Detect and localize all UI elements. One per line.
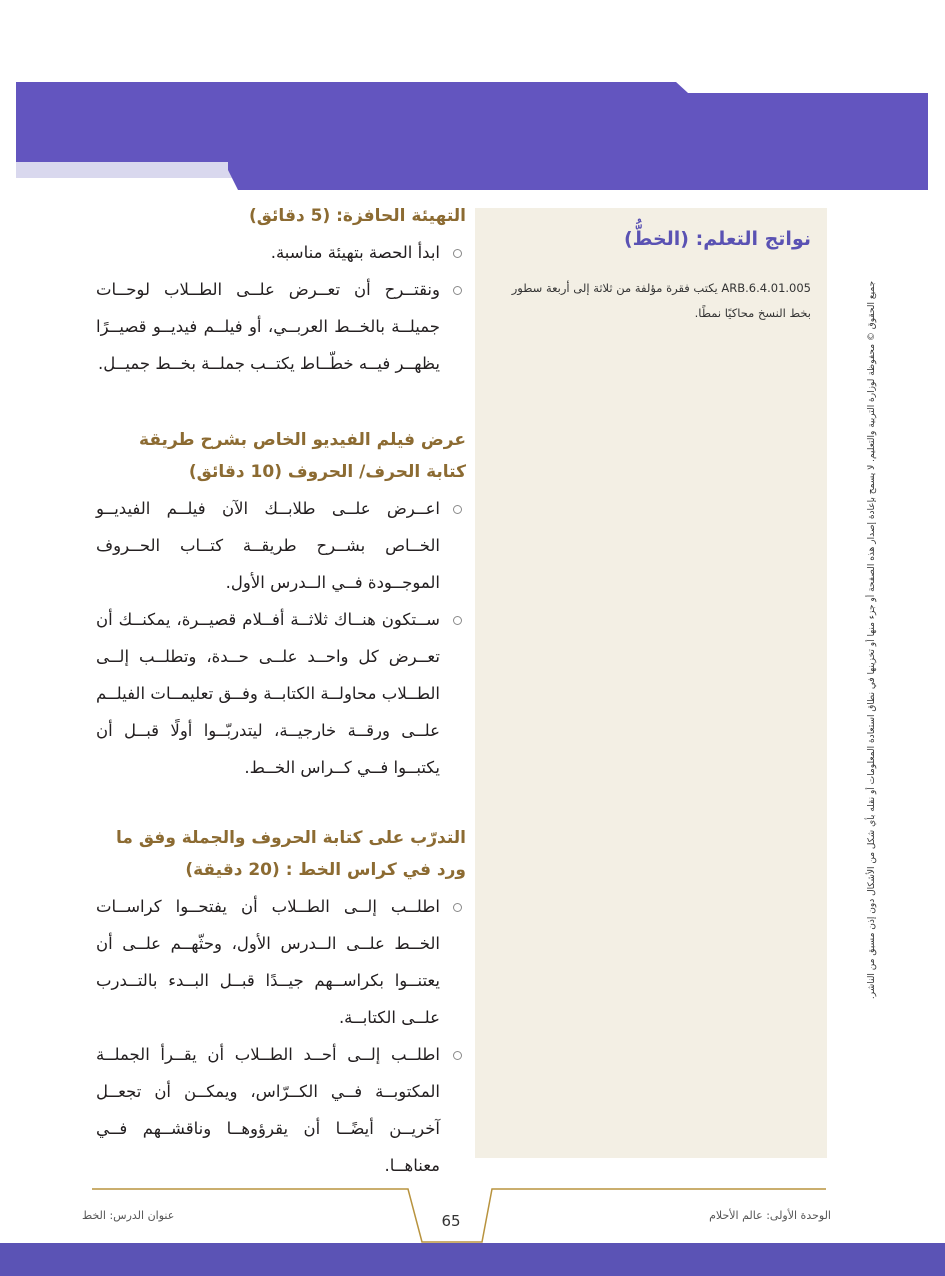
bullet-circle-icon	[453, 903, 462, 912]
section-heading: التدرّب على كتابة الحروف والجملة وفق ما ورد في كراس الخط : (20 دقيقة)	[116, 828, 466, 880]
list-item	[96, 601, 440, 786]
list-item-text: ســتكون هنــاك ثلاثــة أفــلام قصيــرة، يمكنــك أن تعــرض كل واحــد علــى حــدة، وتطلــب إلــى الطــلاب محاولــة الكتابــة وفــق تعليمــات الفيلــم علــى ورقــة خارجيــة، ليتدربّــوا أولًا قبــل أن يكتبــوا فــي كــراس الخــط.	[96, 610, 440, 777]
learning-outcomes-box	[475, 208, 827, 1158]
bullet-circle-icon	[453, 505, 462, 514]
section-warmup	[96, 200, 466, 382]
bullet-circle-icon	[453, 1051, 462, 1060]
copyright-notice	[862, 280, 882, 1000]
list-item-text: ابدأ الحصة بتهيئة مناسبة.	[270, 243, 440, 262]
learning-outcomes-text: ARB.6.4.01.005 يكتب فقرة مؤلفة من ثلاثة إلى أربعة سطور بخط النسخ محاكيًا نمطًا.	[511, 281, 811, 320]
list-item	[96, 888, 440, 1036]
list-item	[96, 271, 440, 382]
list-item-text: ونقتــرح أن تعــرض علــى الطــلاب لوحــات جميلــة بالخــط العربــي، أو فيلــم فيديــو قصيــرًا يظهــر فيــه خطّــاط يكتــب جملــة بخــط جميــل.	[96, 280, 440, 373]
list-item	[96, 490, 440, 601]
list-item-text: اطلــب إلــى أحــد الطــلاب أن يقــرأ الجملــة المكتوبــة فــي الكــرّاس، ويمكــن أن تجعــل آخريــن أيضًــا أن يقرؤوهــا وناقشــهم فــي معناهــا.	[96, 1045, 440, 1175]
bullet-circle-icon	[453, 286, 462, 295]
bullet-circle-icon	[453, 249, 462, 258]
list-item-text: اعــرض علــى طلابــك الآن فيلــم الفيديــو الخــاص بشــرح طريقــة كتــاب الحــروف الموجــودة فــي الــدرس الأول.	[96, 499, 440, 592]
footer-unit-title: الوحدة الأولى: عالم الأحلام	[709, 1209, 831, 1222]
section-heading: عرض فيلم الفيديو الخاص بشرح طريقة كتابة الحرف/ الحروف (10 دقائق)	[139, 430, 466, 482]
header-band	[0, 0, 945, 200]
section-practice	[96, 822, 466, 1184]
copyright-text: جميع الحقوق © محفوظة لوزارة التربية والتعليم. لا يسمح بإعادة إصدار هذه الصفحة أو جزء منها أو تخزينها في نطاق استعادة المعلومات أو نقله بأي شكل من الأشكال دون إذن مسبق من الناشر.	[867, 280, 877, 1000]
bullet-circle-icon	[453, 616, 462, 625]
section-heading: التهيئة الحافزة: (5 دقائق)	[248, 206, 466, 226]
list-item	[96, 1036, 440, 1184]
section-video	[96, 424, 466, 786]
bottom-decorative-band	[0, 1243, 945, 1276]
list-item	[96, 234, 440, 271]
footer-lesson-title: عنوان الدرس: الخط	[82, 1209, 175, 1222]
page-number: 65	[441, 1212, 461, 1230]
learning-outcomes-title: نواتج التعلم: (الخطُّ)	[623, 228, 811, 250]
list-item-text: اطلــب إلــى الطــلاب أن يفتحــوا كراســات الخــط علــى الــدرس الأول، وحثّهــم علــى أن يعتنــوا بكراســهم جيــدًا قبــل البــدء بالتــدرب علــى الكتابــة.	[96, 897, 440, 1027]
